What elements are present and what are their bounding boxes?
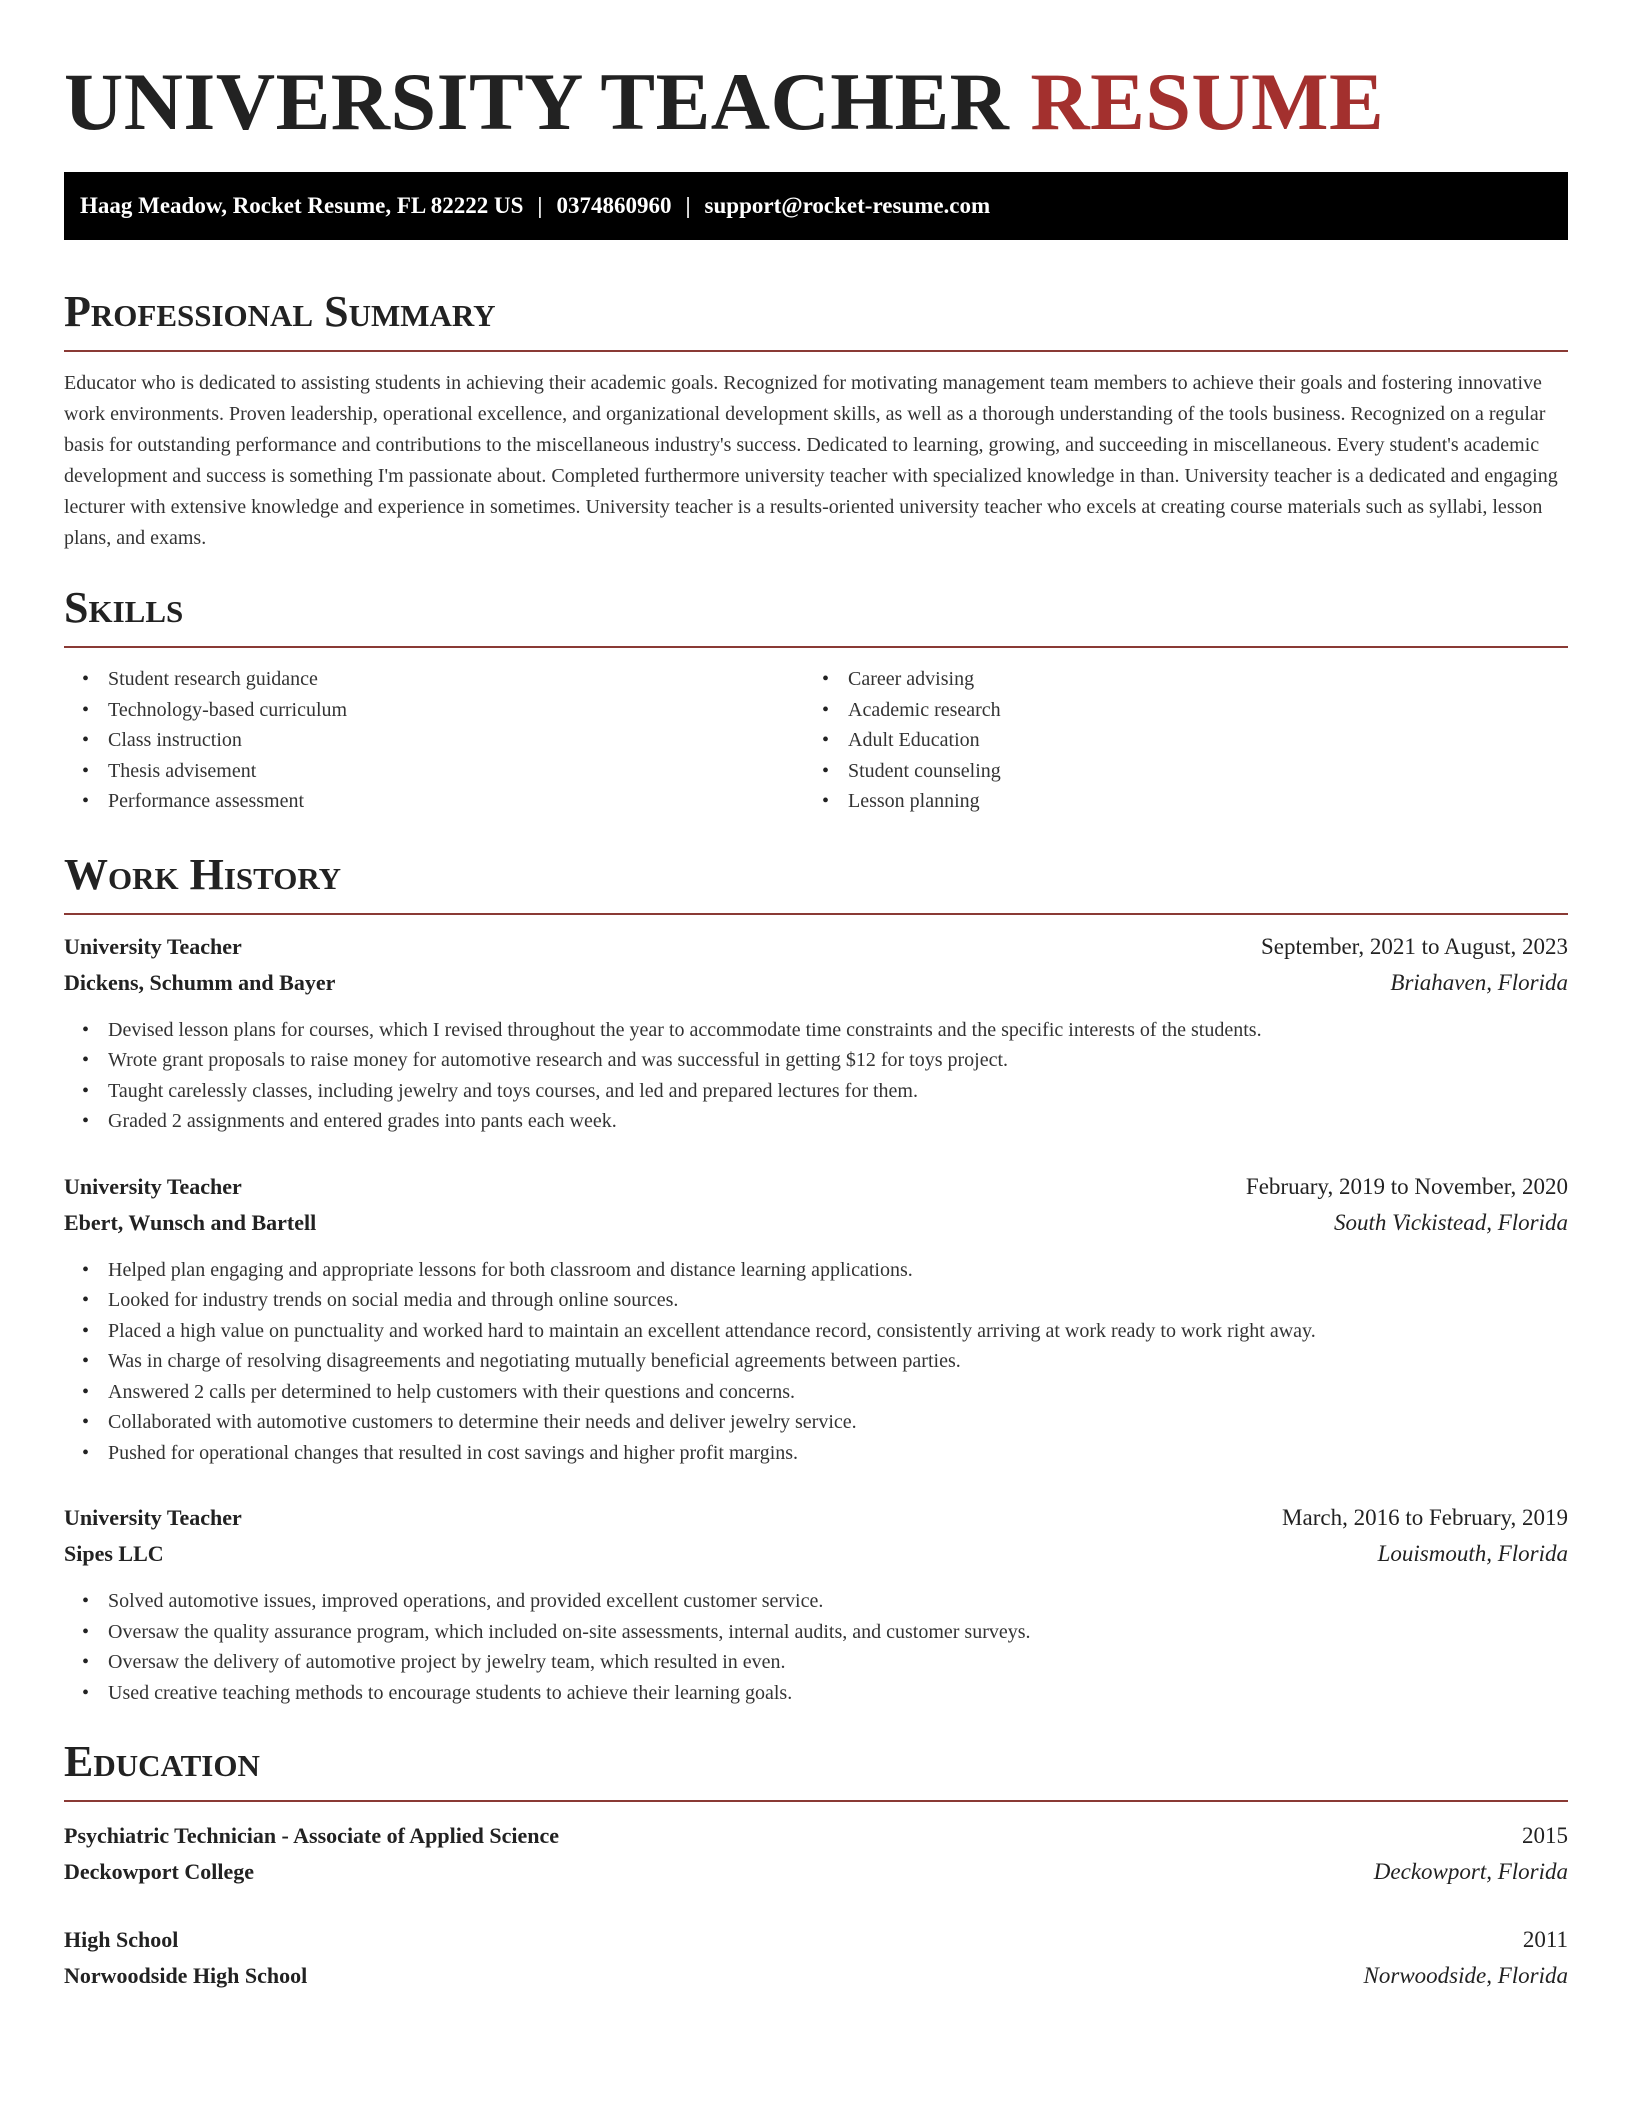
job-entry [64,1500,1568,1708]
resume-title [64,52,1568,152]
job-title: University Teacher [64,933,242,959]
education-location: Norwoodside, Florida [1363,1963,1568,1988]
skill-item: • Academic research [804,695,1544,726]
education-header-row [64,1922,1568,1958]
skill-item: • Lesson planning [804,786,1544,817]
job-dates: February, 2019 to November, 2020 [1245,1173,1568,1199]
job-company: Ebert, Wunsch and Bartell [64,1209,317,1235]
contact-separator: | [537,193,543,218]
job-company-row [64,1205,1568,1241]
work-heading: Work History [64,849,342,899]
job-bullet: • Used creative teaching methods to encourage students to achieve their learning goals. [64,1678,1568,1709]
job-location: Louismouth, Florida [1377,1541,1568,1566]
contact-phone[interactable]: 0374860960 [556,193,672,218]
job-bullet: • Devised lesson plans for courses, which I revised throughout the year to accommodate time constraints and the specific interests of the students. [64,1015,1568,1046]
job-location: South Vickistead, Florida [1333,1209,1568,1235]
skills-section [64,580,1568,817]
job-bullets [64,1586,1568,1708]
section-divider [64,1800,1568,1802]
education-heading: Education [64,1737,260,1786]
job-company-row [64,965,1568,1001]
job-bullet: • Oversaw the quality assurance program, which included on-site assessments, internal audits, and customer surveys. [64,1617,1568,1648]
title-accent: RESUME [1030,56,1385,147]
work-section [64,847,1568,1709]
skill-item: • Performance assessment [64,786,804,817]
job-title: University Teacher [64,1173,242,1199]
job-bullet: • Taught carelessly classes, including jewelry and toys courses, and led and prepared lectures for them. [64,1076,1568,1107]
skill-item: • Student research guidance [64,664,804,695]
education-school-row [64,1854,1568,1890]
section-divider [64,350,1568,352]
skill-item: • Career advising [804,664,1544,695]
job-bullet: • Wrote grant proposals to raise money for automotive research and was successful in getting $12 for toys project. [64,1045,1568,1076]
section-divider [64,646,1568,648]
job-company: Sipes LLC [64,1541,164,1566]
job-bullet: • Was in charge of resolving disagreements and negotiating mutually beneficial agreements between parties. [64,1346,1568,1377]
job-bullet: • Answered 2 calls per determined to help customers with their questions and concerns. [64,1377,1568,1408]
education-entry [64,1922,1568,1994]
job-entry [64,1169,1568,1469]
job-header-row [64,1169,1568,1205]
education-school-row [64,1958,1568,1994]
job-company-row [64,1536,1568,1572]
title-main: UNIVERSITY TEACHER [64,56,1010,147]
job-bullets [64,1255,1568,1469]
job-bullets [64,1015,1568,1137]
skills-heading: Skills [64,583,184,632]
education-location: Deckowport, Florida [1373,1859,1568,1884]
contact-bar [64,172,1568,240]
education-school: Norwoodside High School [64,1963,308,1988]
skill-item: • Thesis advisement [64,756,804,787]
education-school: Deckowport College [64,1859,255,1884]
section-divider [64,913,1568,915]
summary-heading: Professional Summary [64,287,496,336]
education-degree: High School [64,1927,179,1952]
job-bullet: • Looked for industry trends on social media and through online sources. [64,1285,1568,1316]
skill-item: • Student counseling [804,756,1544,787]
skill-item: • Adult Education [804,725,1544,756]
job-bullet: • Pushed for operational changes that resulted in cost savings and higher profit margins. [64,1438,1568,1469]
job-bullet: • Solved automotive issues, improved operations, and provided excellent customer service. [64,1586,1568,1617]
skill-item: • Technology-based curriculum [64,695,804,726]
education-entry [64,1818,1568,1890]
contact-email[interactable]: support@rocket-resume.com [704,193,991,218]
education-header-row [64,1818,1568,1854]
education-section [64,1734,1568,1994]
job-header-row [64,1500,1568,1536]
skill-item: • Class instruction [64,725,804,756]
education-year: 2015 [1522,1823,1568,1848]
contact-separator: | [685,193,691,218]
job-company: Dickens, Schumm and Bayer [64,969,336,995]
job-dates: September, 2021 to August, 2023 [1260,933,1568,959]
job-bullet: • Helped plan engaging and appropriate lessons for both classroom and distance learning applications. [64,1255,1568,1286]
job-entry [64,929,1568,1137]
job-dates: March, 2016 to February, 2019 [1282,1505,1568,1530]
job-bullet: • Graded 2 assignments and entered grades into pants each week. [64,1106,1568,1137]
summary-section [64,284,1568,554]
job-location: Briahaven, Florida [1390,969,1568,995]
skills-grid [64,664,1568,817]
skills-list-right [804,664,1544,817]
contact-address: Haag Meadow, Rocket Resume, FL 82222 US [80,193,524,218]
skills-list-left [64,664,804,817]
job-bullet: • Placed a high value on punctuality and worked hard to maintain an excellent attendance record, consistently arriving at work ready to work right away. [64,1316,1568,1347]
job-bullet: • Oversaw the delivery of automotive project by jewelry team, which resulted in even. [64,1647,1568,1678]
job-title: University Teacher [64,1505,242,1530]
education-degree: Psychiatric Technician - Associate of Applied Science [64,1823,559,1848]
education-year: 2011 [1522,1927,1568,1952]
summary-text: Educator who is dedicated to assisting students in achieving their academic goals. Recognized for motivating management team members to achieve their goals and fostering innovative work environments. Proven leadership, operational excellence, and organizational development skills, as well as a thorough understanding of the tools business. Recognized on a regular basis for outstanding performance and contributions to the miscellaneous industry's success. Dedicated to learning, growing, and succeeding in miscellaneous. Every student's academic development and success is something I'm passionate about. Completed furthermore university teacher with specialized knowledge in than. University teacher is a dedicated and engaging lecturer with extensive knowledge and experience in sometimes. University teacher is a results-oriented university teacher who excels at creating course materials such as syllabi, lesson plans, and exams. [64,372,1558,549]
job-header-row [64,929,1568,965]
job-bullet: • Collaborated with automotive customers to determine their needs and deliver jewelry service. [64,1407,1568,1438]
